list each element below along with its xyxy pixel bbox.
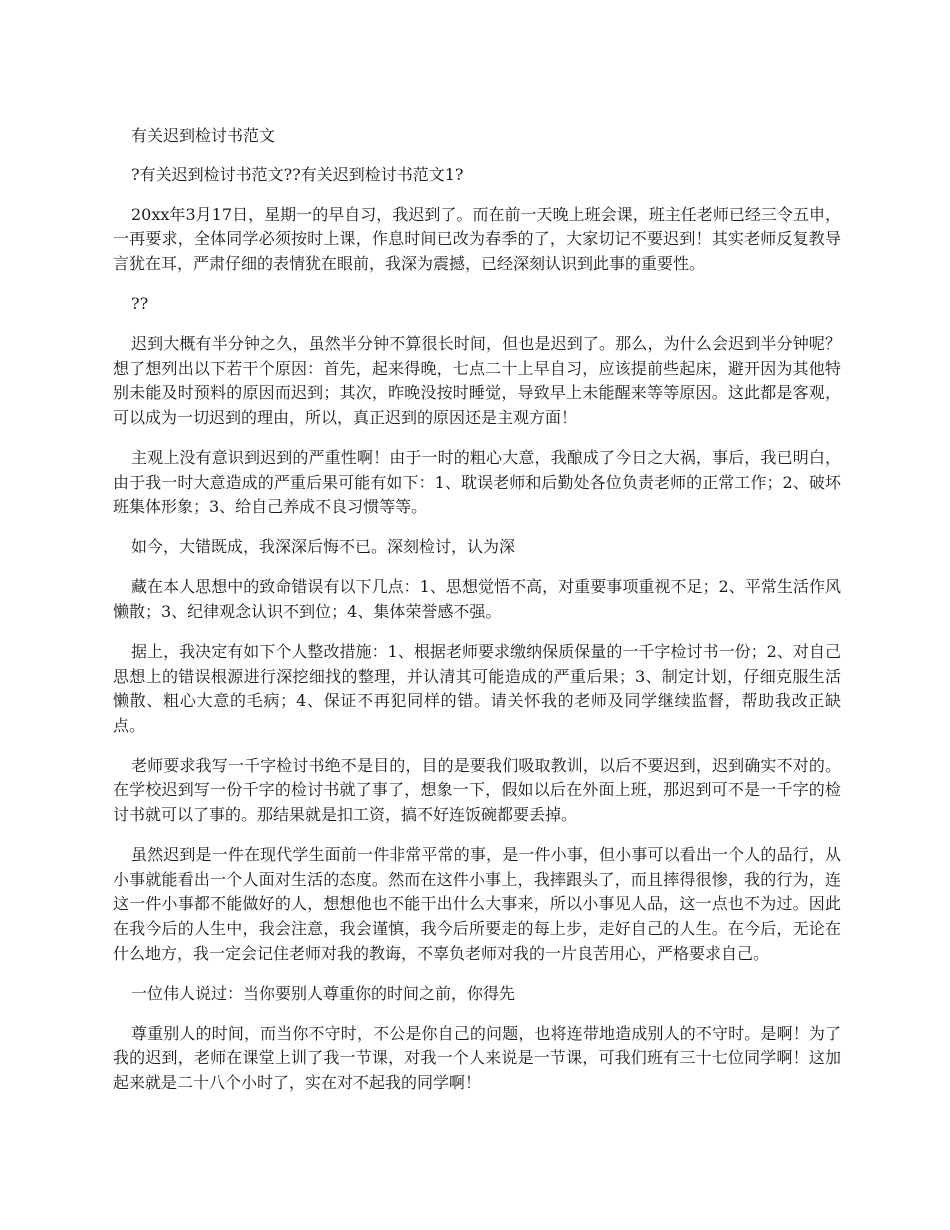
paragraph: 20xx年3月17日，星期一的早自习，我迟到了。而在前一天晚上班会课，班主任老师已经三令五申，一再要求，全体同学必须按时上课，作息时间已改为春季的了，大家切记不要迟到！其实老师反复教导言犹在耳，严肃仔细的表情犹在眼前，我深为震撼，已经深刻认识到此事的重要性。 xyxy=(113,204,841,273)
document-title: 有关迟到检讨书范文 xyxy=(131,126,276,145)
paragraph: 老师要求我写一千字检讨书绝不是目的，目的是要我们吸取教训，以后不要迟到，迟到确实不对的。在学校迟到写一份千字的检讨书就了事了，想象一下，假如以后在外面上班，那迟到可不是一千字的检讨书就可以了事的。那结果就是扣工资，搞不好连饭碗都要丢掉。 xyxy=(113,755,841,825)
paragraph-subtitle: ?有关迟到检讨书范文??有关迟到检讨书范文1? xyxy=(131,164,464,184)
paragraph: 主观上没有意识到迟到的严重性啊！由于一时的粗心大意，我酿成了今日之大祸，事后，我已明白，由于我一时大意造成的严重后果可能有如下：1、耽误老师和后勤处各位负责老师的正常工作；2、破坏班集体形象；3、给自己养成不良习惯等等。 xyxy=(113,447,841,517)
paragraph: ?? xyxy=(131,293,149,313)
paragraph: 迟到大概有半分钟之久，虽然半分钟不算很长时间，但也是迟到了。那么，为什么会迟到半分钟呢？想了想列出以下若干个原因：首先，起来得晚，七点二十上早自习，应该提前些起床，避开因为其他特别未能及时预料的原因而迟到；其次，昨晚没按时睡觉，导致早上未能醒来等等原因。这此都是客观，可以成为一切迟到的理由，所以，真正迟到的原因还是主观方面！ xyxy=(113,334,841,427)
paragraph: 据上，我决定有如下个人整改措施：1、根据老师要求缴纳保质保量的一千字检讨书一份；2、对自己思想上的错误根源进行深挖细找的整理，并认清其可能造成的严重后果；3、制定计划，仔细克服生活懒散、粗心大意的毛病；4、保证不再犯同样的错。请关怀我的老师及同学继续监督，帮助我改正缺点。 xyxy=(113,642,841,735)
document-body xyxy=(113,124,841,1111)
paragraph: 藏在本人思想中的致命错误有以下几点：1、思想觉悟不高，对重要事项重视不足；2、平常生活作风懒散；3、纪律观念认识不到位；4、集体荣誉感不强。 xyxy=(113,577,841,621)
paragraph: 一位伟人说过：当你要别人尊重你的时间之前，你得先 xyxy=(131,983,516,1003)
paragraph: 尊重别人的时间，而当你不守时，不公是你自己的问题，也将连带地造成别人的不守时。是啊！为了我的迟到，老师在课堂上训了我一节课，对我一个人来说是一节课，可我们班有三十七位同学啊！这加起来就是二十八个小时了，实在对不起我的同学啊！ xyxy=(113,1023,841,1092)
paragraph: 虽然迟到是一件在现代学生面前一件非常平常的事，是一件小事，但小事可以看出一个人的品行，从小事就能看出一个人面对生活的态度。然而在这件小事上，我摔跟头了，而且摔得很惨，我的行为，连这一件小事都不能做好的人，想想他也不能干出什么大事来，所以小事见人品，这一点也不为过。因此在我今后的人生中，我会注意，我会谨慎，我今后所要走的每上步，走好自己的人生。在今后，无论在什么地方，我一定会记住老师对我的教诲，不辜负老师对我的一片良苦用心，严格要求自己。 xyxy=(113,845,841,963)
paragraph: 如今，大错既成，我深深后悔不已。深刻检讨，认为深 xyxy=(131,537,516,557)
